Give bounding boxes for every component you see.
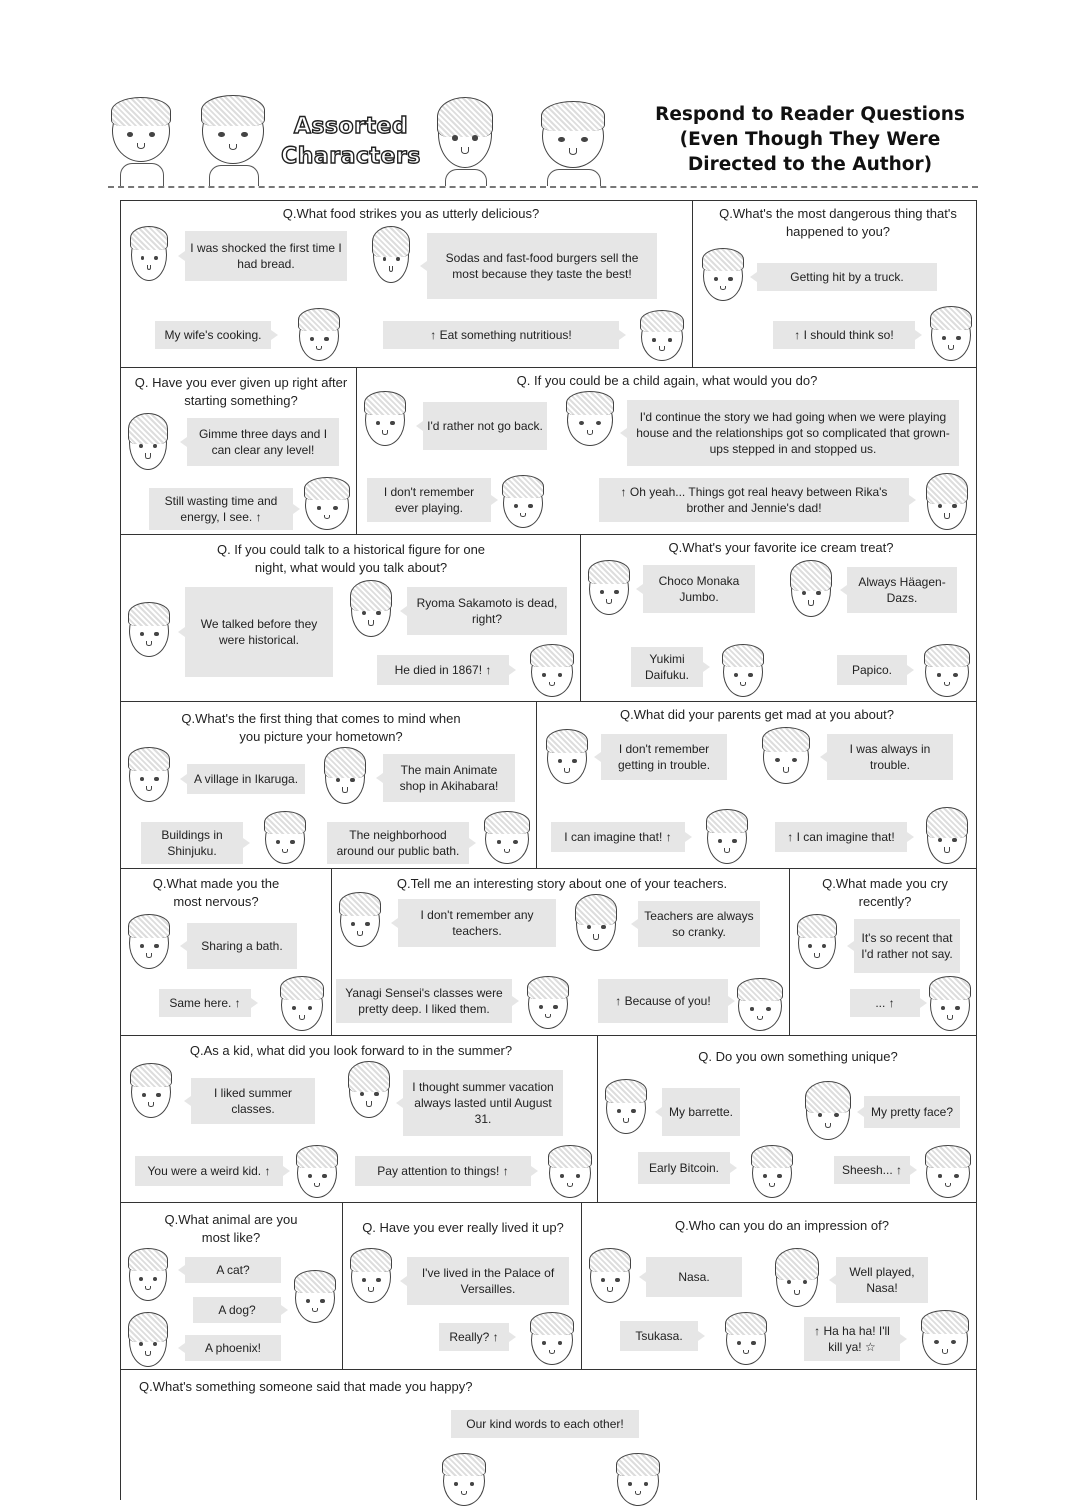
panel-ice-cream — [580, 534, 977, 702]
speech-bubble: A village in Ikaruga. — [187, 764, 305, 794]
character-face — [297, 1148, 337, 1198]
logo-assorted-characters: Assorted Characters — [281, 114, 421, 169]
speech-bubble: It's so recent that I'd rather not say. — [854, 919, 960, 973]
character-face — [295, 1273, 335, 1323]
speech-bubble: I don't remember any teachers. — [398, 899, 556, 947]
character-portrait-1 — [110, 98, 174, 186]
speech-bubble: I was shocked the first time I had bread. — [185, 231, 347, 281]
question-text: Q. Have you ever really lived it up? — [362, 1220, 564, 1235]
character-face — [349, 1064, 389, 1118]
speech-bubble: Sharing a bath. — [187, 923, 297, 969]
character-portrait-3 — [436, 98, 496, 186]
question-text: Q.What's something someone said that made you happy? — [139, 1379, 473, 1394]
speech-bubble: I'd continue the story we had going when we were playing house and the relationships got so complicated that grown-ups stepped in and stopped us. — [627, 400, 959, 466]
speech-bubble: Teachers are always so cranky. — [638, 901, 760, 947]
question-text: Q.What did your parents get mad at you about? — [620, 707, 894, 722]
speech-bubble: Getting hit by a truck. — [757, 263, 937, 291]
speech-bubble: I don't remember ever playing. — [367, 478, 491, 522]
speech-bubble: ... ↑ — [850, 989, 920, 1017]
character-face — [567, 394, 613, 446]
character-face — [351, 1251, 391, 1303]
character-face — [549, 1148, 591, 1198]
speech-bubble: ↑ I can imagine that! — [775, 822, 907, 852]
character-face — [503, 478, 543, 528]
speech-bubble: Well played, Nasa! — [836, 1257, 928, 1303]
speech-bubble: ↑ Oh yeah... Things got real heavy between Rika's brother and Jennie's dad! — [599, 478, 909, 522]
speech-bubble: I don't remember getting in trouble. — [601, 734, 727, 780]
question-text: Q.What made you the most nervous? — [152, 876, 280, 909]
character-face — [776, 1251, 818, 1307]
character-face — [131, 229, 167, 281]
speech-bubble: I liked summer classes. — [191, 1078, 315, 1124]
question-text: Q. Have you ever given up right after starting something? — [134, 375, 348, 408]
speech-bubble: You were a weird kid. ↑ — [135, 1156, 283, 1186]
character-face — [930, 979, 970, 1031]
question-text: Q. If you could talk to a historical figure for one night, what would you talk about? — [216, 542, 486, 575]
character-face — [373, 229, 409, 283]
character-face — [547, 732, 587, 784]
character-face — [606, 1082, 646, 1134]
speech-bubble: Always Häagen-Dazs. — [847, 567, 957, 613]
panel-dangerous-thing — [692, 200, 977, 368]
speech-bubble: I can imagine that! ↑ — [551, 822, 685, 852]
panel-child-again — [356, 367, 977, 535]
character-face — [129, 1251, 167, 1301]
speech-bubble: Really? ↑ — [439, 1323, 509, 1351]
character-face — [351, 583, 391, 637]
character-face — [129, 605, 169, 657]
panel-impression — [581, 1202, 977, 1370]
speech-bubble: Ryoma Sakamoto is dead, right? — [407, 587, 567, 635]
speech-bubble: A cat? — [185, 1257, 281, 1283]
panel-historical-figure — [120, 534, 581, 702]
question-text: Q.Who can you do an impression of? — [675, 1218, 889, 1233]
character-face — [590, 1251, 630, 1303]
speech-bubble: Tsukasa. — [620, 1321, 698, 1351]
speech-bubble: Still wasting time and energy, I see. ↑ — [149, 488, 293, 530]
question-text: Q.Tell me an interesting story about one of your teachers. — [396, 876, 728, 891]
speech-bubble: He died in 1867! ↑ — [377, 655, 509, 685]
speech-bubble: A dog? — [193, 1297, 281, 1323]
speech-bubble: Sheesh... ↑ — [834, 1156, 910, 1184]
character-face — [340, 895, 380, 947]
character-face — [925, 647, 969, 697]
speech-bubble: Our kind words to each other! — [451, 1410, 639, 1438]
speech-bubble: My barrette. — [662, 1088, 740, 1136]
speech-bubble: Same here. ↑ — [159, 989, 251, 1017]
speech-bubble: A phoenix! — [185, 1335, 281, 1361]
question-text: Q.What's your favorite ice cream treat? — [668, 540, 894, 555]
character-face — [726, 1315, 766, 1365]
speech-bubble: ↑ Because of you! — [598, 979, 728, 1023]
character-face — [589, 563, 629, 615]
character-face — [723, 647, 763, 697]
character-face — [931, 309, 971, 361]
character-portrait-4 — [536, 98, 612, 186]
panel-lived-it-up — [342, 1202, 582, 1370]
panel-summer — [120, 1035, 598, 1203]
character-face — [926, 1148, 970, 1198]
speech-bubble: My wife's cooking. — [155, 321, 271, 349]
character-face — [752, 1148, 792, 1198]
character-face — [798, 917, 836, 969]
page-title: Respond to Reader Questions (Even Though They Were Directed to the Author) — [655, 104, 965, 175]
panel-most-nervous — [120, 868, 332, 1036]
speech-bubble: I'd rather not go back. — [423, 402, 547, 450]
speech-bubble: Sodas and fast-food burgers sell the most because they taste the best! — [427, 233, 657, 299]
speech-bubble: The main Animate shop in Akihabara! — [383, 754, 515, 802]
speech-bubble: We talked before they were historical. — [185, 587, 333, 677]
character-face — [806, 1084, 850, 1140]
speech-bubble: Papico. — [837, 655, 907, 685]
character-face — [443, 1456, 485, 1506]
character-face — [485, 814, 529, 864]
speech-bubble: Gimme three days and I can clear any level! — [187, 418, 339, 466]
speech-bubble: ↑ Ha ha ha! I'll kill ya! ☆ — [804, 1317, 900, 1361]
panel-cry-recently — [789, 868, 977, 1036]
character-face — [927, 476, 967, 530]
character-face — [922, 1313, 968, 1365]
character-face — [129, 750, 169, 802]
panel-animal — [120, 1202, 343, 1370]
panel-hometown — [120, 701, 537, 869]
character-face — [531, 1315, 573, 1365]
character-face — [265, 814, 305, 864]
character-portrait-2 — [198, 96, 270, 186]
character-face — [305, 480, 349, 530]
character-face — [576, 897, 616, 951]
character-face — [528, 979, 568, 1029]
speech-bubble: I was always in trouble. — [827, 734, 953, 780]
character-face — [129, 416, 167, 470]
character-face — [365, 394, 405, 446]
speech-bubble: My pretty face? — [864, 1096, 960, 1128]
speech-bubble: I've lived in the Palace of Versailles. — [407, 1257, 569, 1305]
speech-bubble: The neighborhood around our public bath. — [327, 822, 469, 864]
panel-teachers — [331, 868, 790, 1036]
character-face — [738, 981, 782, 1031]
character-face — [703, 251, 743, 301]
question-text: Q. If you could be a child again, what would you do? — [516, 373, 818, 388]
character-face — [763, 730, 809, 784]
header-divider — [108, 186, 978, 188]
character-face — [791, 563, 831, 617]
question-text: Q.What food strikes you as utterly delicious? — [282, 206, 540, 221]
speech-bubble: Buildings in Shinjuku. — [141, 822, 243, 864]
question-text: Q.What's the first thing that comes to mind when you picture your hometown? — [181, 711, 461, 744]
panel-unique — [597, 1035, 977, 1203]
character-face — [531, 647, 573, 697]
question-text: Q.As a kid, what did you look forward to in the summer? — [189, 1043, 513, 1058]
speech-bubble: I thought summer vacation always lasted until August 31. — [403, 1070, 563, 1136]
panel-delicious-food — [120, 200, 693, 368]
question-text: Q. Do you own something unique? — [698, 1049, 898, 1064]
character-face — [129, 917, 169, 969]
speech-bubble: Early Bitcoin. — [638, 1152, 730, 1184]
speech-bubble: Pay attention to things! ↑ — [355, 1156, 531, 1186]
panel-given-up — [120, 367, 357, 535]
speech-bubble: ↑ Eat something nutritious! — [383, 321, 619, 349]
question-text: Q.What's the most dangerous thing that's happened to you? — [719, 206, 957, 239]
panel-parents-mad — [536, 701, 977, 869]
character-face — [299, 311, 339, 361]
speech-bubble: Choco Monaka Jumbo. — [643, 565, 755, 613]
character-face — [927, 810, 967, 864]
character-face — [325, 750, 365, 804]
panel-made-happy — [120, 1369, 977, 1500]
question-text: Q.What animal are you most like? — [164, 1212, 298, 1245]
speech-bubble: ↑ I should think so! — [773, 321, 915, 349]
character-face — [641, 313, 683, 361]
character-face — [617, 1456, 659, 1506]
character-face — [281, 979, 323, 1031]
speech-bubble: Nasa. — [646, 1257, 742, 1297]
character-face — [707, 812, 747, 864]
question-text: Q.What made you cry recently? — [822, 876, 948, 909]
speech-bubble: Yukimi Daifuku. — [631, 647, 703, 687]
character-face — [131, 1066, 171, 1118]
speech-bubble: Yanagi Sensei's classes were pretty deep. I liked them. — [336, 979, 512, 1023]
character-face — [129, 1315, 167, 1367]
